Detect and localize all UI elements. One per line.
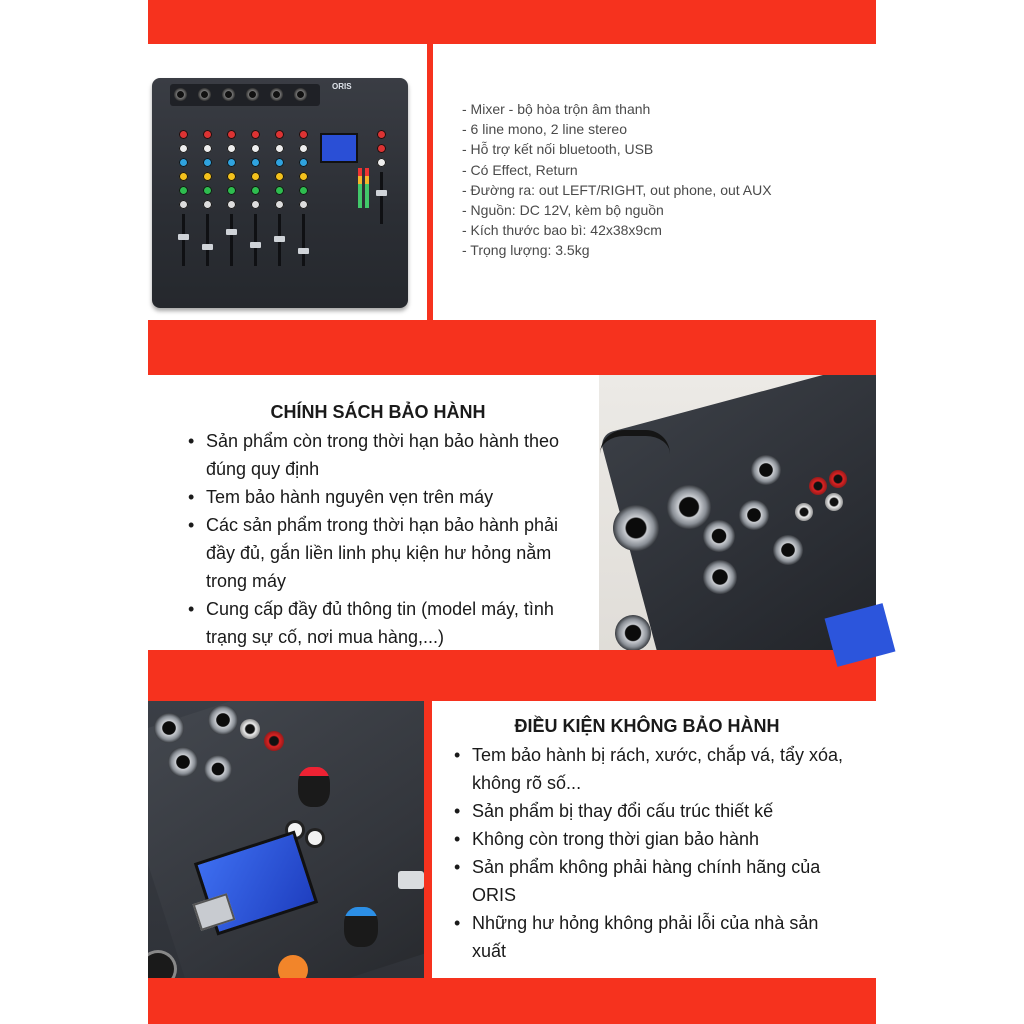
list-item: • Sản phẩm không phải hàng chính hãng của ORIS (452, 853, 856, 909)
warranty-policy-list (186, 427, 590, 651)
top-red-band (148, 0, 876, 44)
list-item: • Các sản phẩm trong thời hạn bảo hành phải đầy đủ, gắn liền linh phụ kiện hư hỏng nằm trong máy (186, 511, 590, 595)
divider-vertical-1 (427, 44, 433, 320)
spec-item: - Kích thước bao bì: 42x38x9cm (462, 222, 662, 239)
divider-vertical-3 (424, 701, 432, 978)
list-item: • Cung cấp đầy đủ thông tin (model máy, tình trạng sự cố, nơi mua hàng,...) (186, 595, 590, 651)
bottom-red-band (148, 978, 876, 1024)
warranty-policy-title: CHÍNH SÁCH BẢO HÀNH (270, 402, 486, 422)
spec-item: - Đường ra: out LEFT/RIGHT, out phone, out AUX (462, 181, 772, 198)
mixer-lcd (320, 133, 358, 163)
connectors-closeup-photo (599, 375, 876, 650)
spec-item: - Hỗ trợ kết nối bluetooth, USB (462, 141, 654, 158)
warranty-exclusions-title: ĐIỀU KIỆN KHÔNG BẢO HÀNH (514, 716, 780, 736)
mixer-logo: ORIS (332, 82, 352, 91)
mixer-product-photo (148, 44, 427, 318)
red-band-2 (148, 320, 876, 375)
list-item: • Không còn trong thời gian bảo hành (452, 825, 856, 853)
mixer-body (152, 78, 408, 308)
list-item: • Sản phẩm còn trong thời hạn bảo hành theo đúng quy định (186, 427, 590, 483)
spec-item: - Nguồn: DC 12V, kèm bộ nguồn (462, 202, 664, 219)
spec-item: - Mixer - bộ hòa trộn âm thanh (462, 101, 651, 117)
spec-item: - 6 line mono, 2 line stereo (462, 121, 627, 138)
list-item: • Tem bảo hành nguyên vẹn trên máy (186, 483, 590, 511)
mixer-input-row (170, 84, 320, 106)
list-item: • Những hư hỏng không phải lỗi của nhà sản xuất (452, 909, 856, 965)
warranty-exclusions-list (452, 741, 856, 965)
spec-item: - Có Effect, Return (462, 161, 578, 178)
spec-list (462, 99, 862, 261)
red-band-3 (148, 650, 876, 701)
cable (600, 430, 670, 454)
list-item: • Sản phẩm bị thay đổi cấu trúc thiết kế (452, 797, 856, 825)
spec-item: - Trọng lượng: 3.5kg (462, 242, 590, 259)
list-item: • Tem bảo hành bị rách, xước, chắp vá, tẩy xóa, không rõ số... (452, 741, 856, 797)
